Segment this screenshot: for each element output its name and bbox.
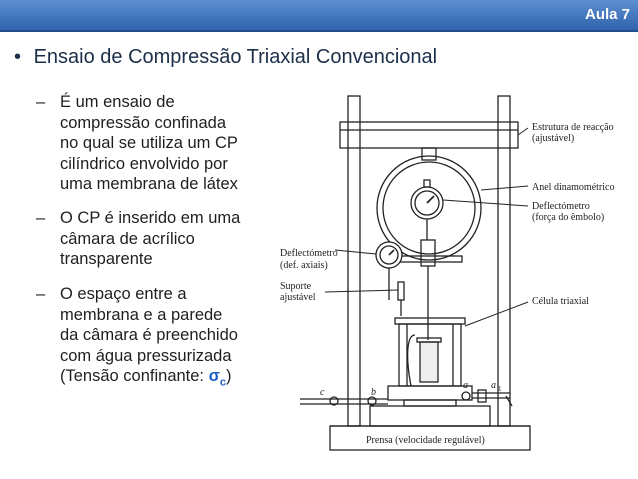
- label-deflect-2: (força do êmbolo): [532, 212, 605, 223]
- bullet-line: O CP é inserido em uma: [60, 209, 241, 227]
- label-a1: a: [491, 380, 496, 391]
- bullet-line: cilíndrico envolvido por: [60, 154, 228, 173]
- dash: –: [36, 209, 46, 227]
- bullet-line: compressão confinada: [60, 113, 227, 132]
- cell-base: [388, 386, 472, 400]
- label-c: c: [320, 387, 325, 398]
- bullet-line: membrana e a parede: [60, 305, 223, 324]
- label-suporte: Suporte: [280, 281, 312, 292]
- label-celula: Célula triaxial: [532, 296, 589, 307]
- reaction-beam: [340, 122, 518, 148]
- dash: –: [36, 285, 46, 303]
- label-estrutura-2: (ajustável): [532, 133, 575, 144]
- bullet-line: câmara de acrílico: [60, 229, 195, 248]
- bullet-line: com água pressurizada: [60, 346, 232, 365]
- bullet-dot: •: [14, 46, 22, 68]
- confining-label: (Tensão confinante:: [60, 367, 209, 385]
- close-paren: ): [226, 367, 232, 385]
- slide-title-text: Ensaio de Compressão Triaxial Convencional: [33, 46, 438, 68]
- sigma-char: σ: [208, 367, 220, 385]
- right-column: [498, 96, 510, 426]
- label-suporte-2: ajustável: [280, 292, 316, 303]
- bullet-line: uma membrana de látex: [60, 175, 238, 193]
- label-b: b: [371, 387, 376, 398]
- bullet-line: da câmara é preenchido: [60, 326, 238, 344]
- specimen: [420, 342, 438, 382]
- left-column: [348, 96, 360, 426]
- press-platform: [370, 406, 490, 426]
- dash: –: [36, 93, 46, 111]
- cell-top-plate: [395, 318, 465, 324]
- label-deflect-axial: Deflectómetro: [280, 248, 338, 259]
- sigma-subscript: c: [219, 376, 227, 389]
- bullet-line: O espaço entre a: [60, 285, 187, 303]
- bullet-line: É um ensaio de: [60, 93, 175, 111]
- label-anel: Anel dinamométrico: [532, 182, 615, 193]
- label-prensa: Prensa (velocidade regulável): [366, 435, 485, 446]
- bullet-line: no qual se utiliza um CP: [60, 134, 238, 152]
- label-deflect: Deflectómetro: [532, 201, 590, 212]
- lesson-tag: Aula 7: [584, 6, 630, 23]
- label-a1-sub: 1: [498, 385, 502, 393]
- label-estrutura: Estrutura de reacção: [532, 122, 614, 133]
- label-deflect-axial-2: (def. axiais): [280, 260, 328, 271]
- bullet-line: transparente: [60, 250, 153, 268]
- label-a: a: [463, 380, 468, 391]
